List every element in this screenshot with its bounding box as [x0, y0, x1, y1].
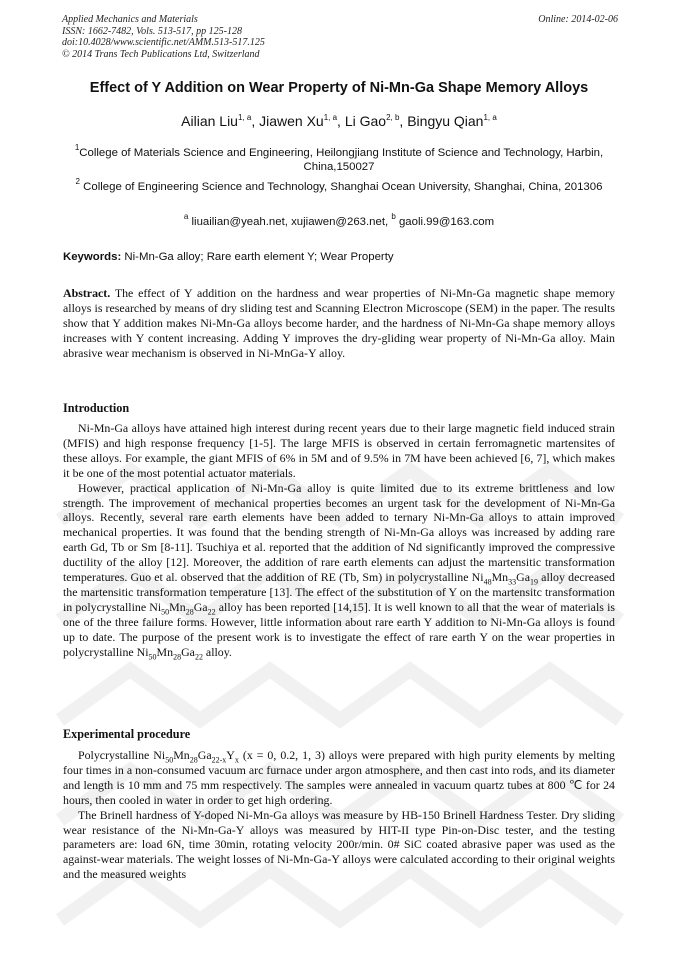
affiliation-1 [62, 143, 616, 174]
experimental-heading: Experimental procedure [63, 727, 191, 741]
keywords-text: Ni-Mn-Ga alloy; Rare earth element Y; Wear Property [124, 251, 394, 263]
author-affiliation-mark: 1, a [237, 113, 252, 122]
introduction-body [63, 421, 615, 660]
author-name: Jiawen Xu [259, 113, 324, 129]
abstract [63, 286, 615, 361]
author-list: Ailian Liu$^{1, a}$, Jiawen Xu$^{1, a}$, Li Gao$^{2, b}$, Bingyu Qian$^{1, a}$ [181, 113, 497, 129]
affiliation-mark: 2 [75, 177, 80, 186]
journal-header [62, 14, 618, 60]
journal-name: Applied Mechanics and Materials [62, 14, 198, 25]
paragraph: The Brinell hardness of Y-doped Ni-Mn-Ga alloys was measure by HB-150 Brinell Hardness Tester. Dry sliding wear resistance of the Ni-Mn-Ga-Y alloys was measured by HIT-II type Pin-on-Disc tester, and the testing parameters are: load 6N, time 30min, rotating velocity 200r/min. 0# SiC coated abrasive paper was used as the against-wear materials. The weight losses of Ni-Mn-Ga-Y alloys were calculated according to their original weights and the measured weights [63, 807, 615, 882]
online-date: Online: 2014-02-06 [538, 14, 618, 25]
paragraph: However, practical application of Ni-Mn-Ga alloy is quite limited due to its extreme brittleness and low strength. The improvement of mechanical properties becomes an urgent task for the development of Ni-Mn-Ga alloys. Recently, several rare earth elements have been added to ternary Ni-Mn-Ga alloys to attain improved mechanical properties. It was found that the bending strength of Ni-Mn-Ga alloys was increased by adding rare earth Gd, Tb or Sm [8-11]. Tsuchiya et al. reported that the addition of Nd significantly improved the compressive ductility of the alloy [12]. Moreover, the addition of rare earth elements can adjust the martensitic transformation temperatures. Guo et al. observed that the addition of RE (Tb, Sm) in polycrystalline $Ni_{48}Mn_{33}Ga_{19}$ alloy decreased the martensitic transformation temperature [13]. The effect of the substitution of Y on the martensitc transformation in polycrystalline $Ni_{50}Mn_{28}Ga_{22}$ alloy has been reported [14,15]. It is well known to all that the wear of materials is one of the three failure forms. However, little information about rare earth Y addition to Ni-Mn-Ga alloys is found up to date. The purpose of the present work is to investigate the effect of rare earth Y on the wear properties in polycrystalline $Ni_{50}Mn_{28}Ga_{22}$ alloy. [63, 480, 616, 661]
keywords-label: Keywords: [63, 251, 122, 263]
author-affiliation-mark: 1, a [483, 113, 497, 122]
issn-line: ISSN: 1662-7482, Vols. 513-517, pp 125-128 [62, 25, 242, 37]
experimental-body [63, 748, 615, 882]
email-mark: b [391, 212, 396, 221]
affiliation-mark: 1 [74, 143, 80, 152]
keywords [63, 251, 394, 263]
paragraph: Ni-Mn-Ga alloys have attained high interest during recent years due to their large magnetic field induced strain (MFIS) and high response frequency [1-5]. The large MFIS is observed in certain ferromagnetic martensites of these alloys. For example, the giant MFIS of 6% in 5M and of 9.5% in 7M have been achieved [6, 7], which makes it be one of the most potential actuator materials. [63, 421, 615, 480]
email-line [62, 212, 616, 228]
affiliation-2 [62, 177, 616, 194]
affiliation-text: College of Materials Science and Engineering, Heilongjiang Institute of Science and Technology, Harbin, China,150027 [79, 147, 604, 173]
doi-line: doi:10.4028/www.scientific.net/AMM.513-517.125 [62, 37, 265, 48]
author-name: Ailian Liu [181, 113, 238, 129]
copyright-line: © 2014 Trans Tech Publications Ltd, Switzerland [62, 48, 260, 60]
introduction-heading: Introduction [63, 401, 130, 415]
author-affiliation-mark: 1, a [323, 113, 338, 122]
affiliation-text: College of Engineering Science and Technology, Shanghai Ocean University, Shanghai, China, 201306 [83, 181, 603, 193]
email-a[interactable]: liuailian@yeah.net, xujiawen@263.net, [191, 216, 389, 228]
author-name: Li Gao [344, 113, 387, 129]
paper-title: Effect of Y Addition on Wear Property of Ni-Mn-Ga Shape Memory Alloys [89, 80, 589, 96]
paragraph: Polycrystalline $Ni_{50}Mn_{28}Ga_{22-x}Y_x$ (x = 0, 0.2, 1, 3) alloys were prepared with high purity elements by melting four times in a non-consumed vacuum arc furnace under argon atmosphere, and then cast into rods, and its diameter and length is 10 mm and 75 mm respectively. The samples were annealed in vacuum quartz tubes at 800 ℃ for 24 hours, then cooled in water in order to get high ordering. [63, 748, 615, 807]
author-affiliation-mark: 2, b [386, 113, 400, 122]
email-b[interactable]: gaoli.99@163.com [398, 216, 495, 228]
abstract-label: Abstract. [63, 286, 111, 300]
author-name: Bingyu Qian [407, 113, 484, 129]
abstract-text: The effect of Y addition on the hardness and wear properties of Ni-Mn-Ga magnetic shape memory alloys is researched by means of dry sliding test and Scanning Electron Microscope (SEM) in the paper. The results show that Y addition makes Ni-Mn-Ga alloys become harder, and the hardness of Ni-Mn-Ga shape memory alloys increases with Y content increasing. Adding Y improves the dry-gliding wear property of Ni-Mn-Ga alloy. Main abrasive wear mechanism is observed in Ni-MnGa-Y alloy. [63, 286, 615, 360]
email-mark: a [183, 212, 189, 221]
